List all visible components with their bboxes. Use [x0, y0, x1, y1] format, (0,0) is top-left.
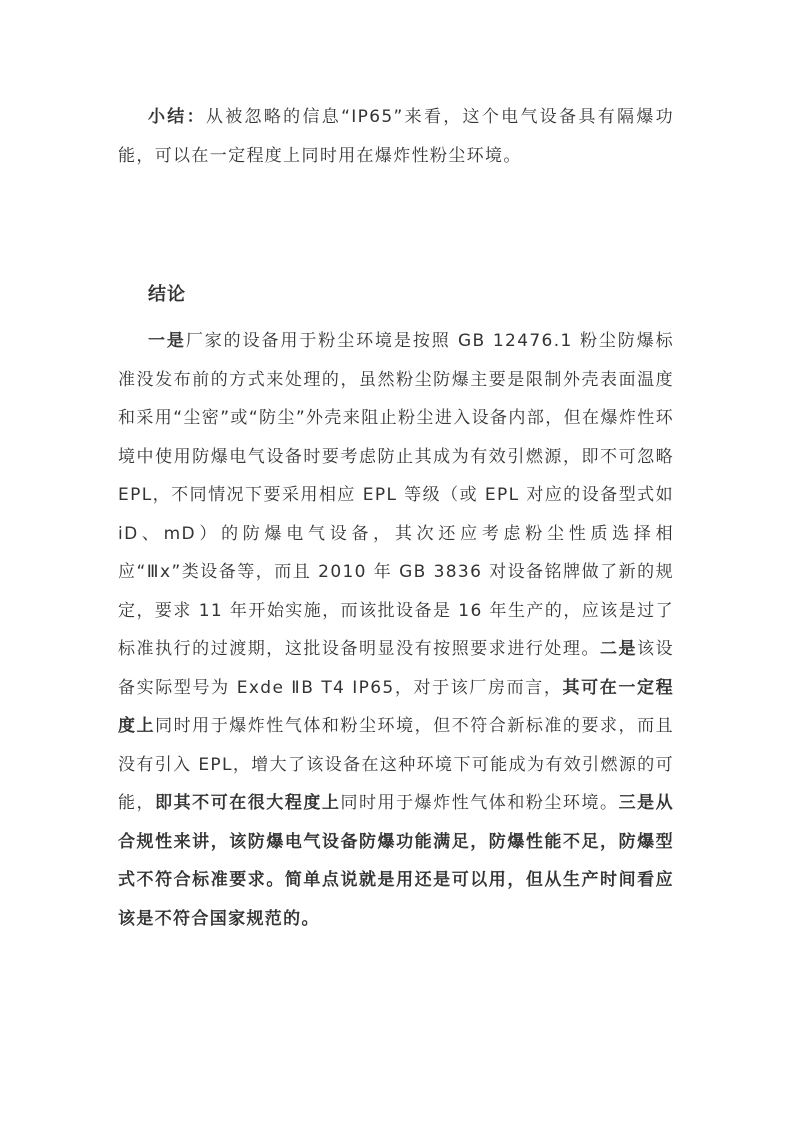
conclusion-heading: 结论 — [148, 284, 186, 305]
point-two-emphasis-a: 其可在一定程度上 — [118, 677, 674, 736]
point-two-emphasis-b: 即其不可在很大程度上 — [155, 793, 341, 813]
point-two-text-c: 同时用于爆炸性气体和粉尘环境。 — [340, 793, 619, 813]
point-two-label: 二是 — [600, 639, 638, 659]
conclusion-paragraph — [118, 322, 674, 938]
point-one-text: 厂家的设备用于粉尘环境是按照 GB 12476.1 粉尘防爆标准没发布前的方式来处理的，虽然粉尘防爆主要是限制外壳表面温度和采用“尘密”或“防尘”外壳来阻止粉尘进入设备内部，但在爆炸性环境中使用防爆电气设备时要考虑防止其成为有效引燃源，即不可忽略 EPL，不同情况下要采用相应 EPL 等级（或 EPL 对应的设备型式如 iD、mD）的防爆电气设备，其次还应考虑粉尘性质选择相应“Ⅲx”类设备等，而且 2010 年 GB 3836 对设备铭牌做了新的规定，要求 11 年开始实施，而该批设备是 16 年生产的，应该是过了标准执行的过渡期，这批设备明显没有按照要求进行处理。 — [118, 331, 674, 659]
summary-label: 小结： — [148, 107, 206, 127]
summary-paragraph — [118, 98, 674, 175]
point-three-text: 三是从合规性来讲，该防爆电气设备防爆功能满足，防爆性能不足，防爆型式不符合标准要求。简单点说就是用还是可以用，但从生产时间看应该是不符合国家规范的。 — [118, 793, 674, 929]
point-two-text-b: 同时用于爆炸性气体和粉尘环境，但不符合新标准的要求，而且没有引入 EPL，增大了该设备在这种环境下可能成为有效引燃源的可能， — [118, 716, 674, 813]
point-two-text-a: 该设备实际型号为 Exde ⅡB T4 IP65，对于该厂房而言， — [118, 639, 674, 698]
point-one-label: 一是 — [148, 331, 186, 351]
summary-text: 从被忽略的信息“IP65”来看，这个电气设备具有隔爆功能，可以在一定程度上同时用在爆炸性粉尘环境。 — [118, 107, 674, 166]
